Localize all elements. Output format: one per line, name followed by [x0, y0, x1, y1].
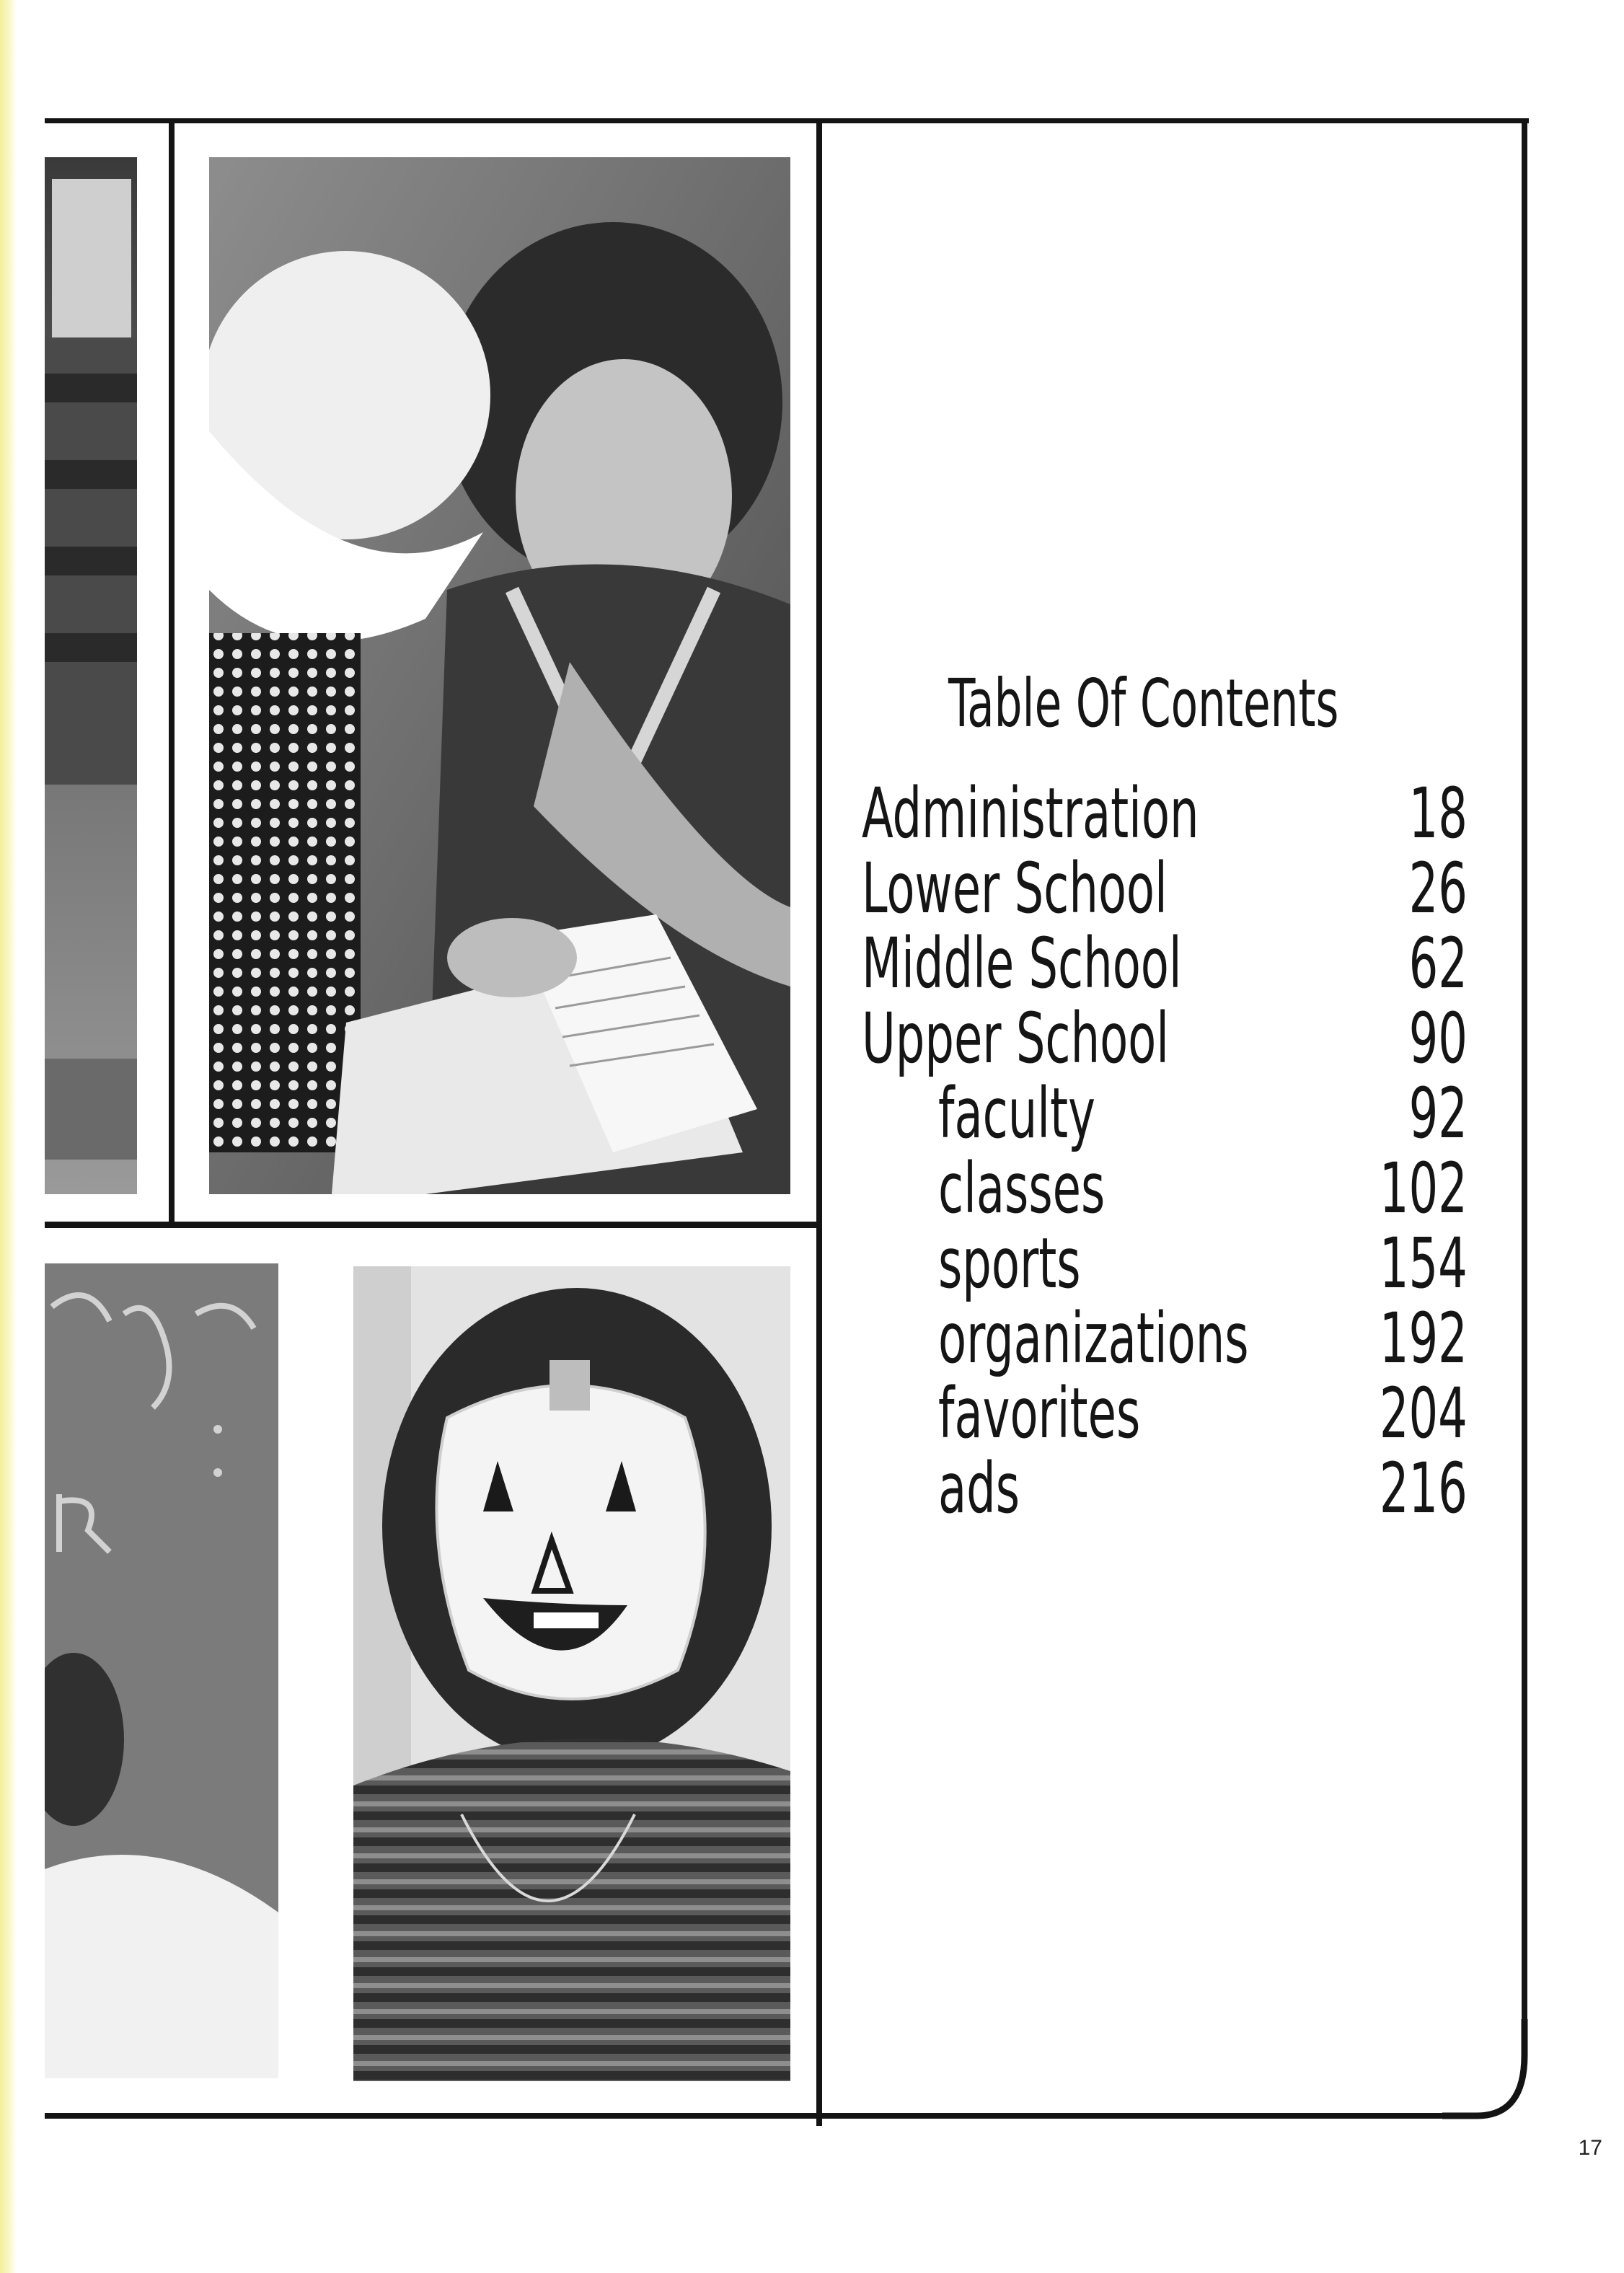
toc-entry-label: organizations — [938, 1298, 1249, 1379]
photo-women-reading — [209, 157, 790, 1194]
toc-entry-label: favorites — [938, 1373, 1141, 1454]
toc-entry-label: classes — [938, 1148, 1106, 1229]
toc-entry-page: 18 — [1408, 773, 1468, 854]
photo-child-partial — [45, 157, 137, 1194]
toc-entry-page: 102 — [1380, 1148, 1468, 1229]
toc-entry-upper-school — [862, 998, 1468, 1079]
toc-entry-label: sports — [938, 1223, 1081, 1304]
toc-entry-label: Upper School — [862, 998, 1170, 1079]
middle-rule — [45, 1222, 822, 1228]
page-number: 17 — [1578, 2136, 1602, 2160]
photo-chalkboard-partial — [45, 1263, 278, 2078]
column-divider — [816, 118, 822, 2126]
toc-entry-sports — [862, 1223, 1468, 1304]
bottom-rule — [45, 2113, 1480, 2119]
page-edge-tint — [0, 0, 16, 2273]
toc-entry-page: 154 — [1380, 1223, 1468, 1304]
toc-entry-page: 192 — [1380, 1298, 1468, 1379]
toc-entry-label: Middle School — [862, 923, 1182, 1004]
toc-entry-page: 204 — [1380, 1373, 1468, 1454]
toc-entry-label: Lower School — [862, 848, 1168, 929]
frame-corner-curve — [1442, 2019, 1536, 2124]
toc-title: Table Of Contents — [948, 665, 1339, 742]
toc-entry-ads — [862, 1448, 1468, 1529]
toc-entry-page: 216 — [1380, 1448, 1468, 1529]
toc-entry-page: 62 — [1408, 923, 1468, 1004]
toc-entry-faculty — [862, 1073, 1468, 1154]
toc-entry-organizations — [862, 1298, 1468, 1379]
top-rule — [45, 118, 1529, 123]
toc-entry-favorites — [862, 1373, 1468, 1454]
photo-pumpkin-mask — [353, 1266, 790, 2081]
toc-entry-classes — [862, 1148, 1468, 1229]
toc-list — [862, 773, 1468, 1529]
toc-entry-administration — [862, 773, 1468, 854]
toc-entry-label: faculty — [938, 1073, 1095, 1154]
photo-divider-vertical — [169, 118, 175, 1227]
toc-entry-page: 26 — [1408, 848, 1468, 929]
toc-entry-label: Administration — [862, 773, 1199, 854]
toc-entry-lower-school — [862, 848, 1468, 929]
toc-entry-label: ads — [938, 1448, 1020, 1529]
toc-entry-page: 92 — [1408, 1073, 1468, 1154]
toc-entry-middle-school — [862, 923, 1468, 1004]
toc-entry-page: 90 — [1408, 998, 1468, 1079]
right-frame-rule — [1522, 118, 1527, 2036]
